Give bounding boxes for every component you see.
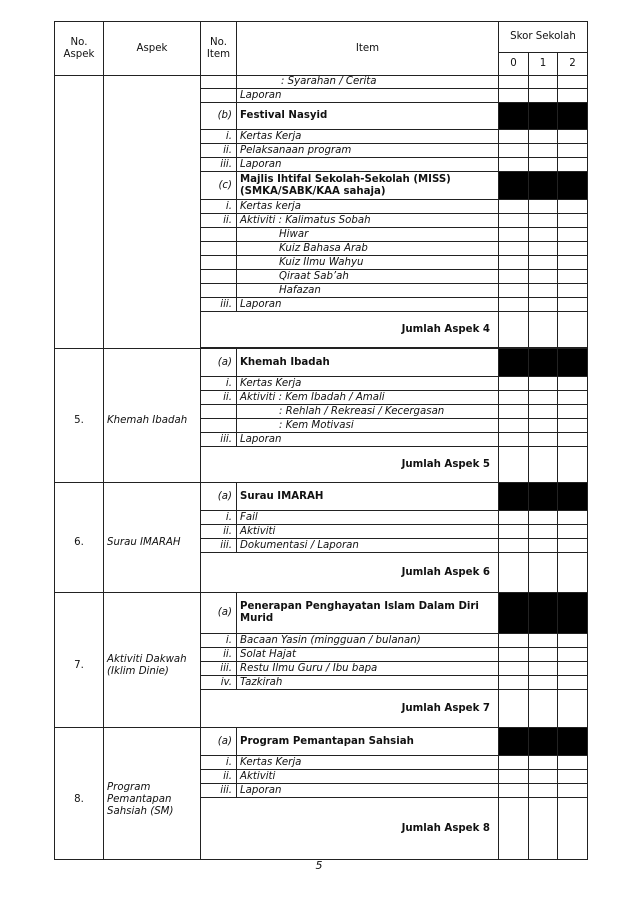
aspek-4-name-cell xyxy=(104,76,201,349)
item-text: Pelaksanaan program xyxy=(237,144,499,158)
total-score-cell[interactable] xyxy=(558,553,588,593)
score-cell-2[interactable] xyxy=(558,89,588,103)
score-cell-1[interactable] xyxy=(529,214,558,228)
item-number: (a) xyxy=(201,593,237,634)
item-number: i. xyxy=(201,511,237,525)
score-cell-1[interactable] xyxy=(529,662,558,676)
score-cell-0[interactable] xyxy=(499,76,529,89)
item-number: iii. xyxy=(201,662,237,676)
blocked-score-cell xyxy=(499,728,529,756)
aspek-number: 5. xyxy=(55,349,104,483)
item-text: : Syarahan / Cerita xyxy=(237,76,499,89)
item-text: Aktiviti : Kalimatus Sobah xyxy=(237,214,499,228)
total-score-cell[interactable] xyxy=(499,447,529,483)
aspek-4-number-cell xyxy=(55,76,104,349)
score-cell-2[interactable] xyxy=(558,539,588,553)
blocked-score-cell xyxy=(558,593,588,634)
score-cell-2[interactable] xyxy=(558,228,588,242)
score-cell-1[interactable] xyxy=(529,256,558,270)
header-no-item: No. Item xyxy=(201,22,237,76)
score-cell-2[interactable] xyxy=(558,130,588,144)
score-cell-1[interactable] xyxy=(529,634,558,648)
item-text: Solat Hajat xyxy=(237,648,499,662)
header-aspek: Aspek xyxy=(104,22,201,76)
score-cell-2[interactable] xyxy=(558,214,588,228)
score-cell-1[interactable] xyxy=(529,298,558,312)
score-cell-2[interactable] xyxy=(558,784,588,798)
blocked-score-cell xyxy=(558,483,588,511)
score-cell-2[interactable] xyxy=(558,200,588,214)
score-cell-1[interactable] xyxy=(529,784,558,798)
score-cell-2[interactable] xyxy=(558,634,588,648)
item-heading: Majlis Ihtifal Sekolah-Sekolah (MISS) (SMKA/SABK/KAA sahaja) xyxy=(237,172,499,200)
blocked-score-cell xyxy=(499,593,529,634)
score-cell-0[interactable] xyxy=(499,648,529,662)
score-cell-0[interactable] xyxy=(499,539,529,553)
score-cell-2[interactable] xyxy=(558,756,588,770)
score-cell-0[interactable] xyxy=(499,419,529,433)
total-score-cell[interactable] xyxy=(529,553,558,593)
score-cell-2[interactable] xyxy=(558,433,588,447)
aspek-total: Jumlah Aspek 4 xyxy=(201,312,499,348)
total-score-cell[interactable] xyxy=(558,312,588,348)
score-cell-1[interactable] xyxy=(529,144,558,158)
score-cell-2[interactable] xyxy=(558,525,588,539)
item-number: (c) xyxy=(201,172,237,200)
score-cell-2[interactable] xyxy=(558,76,588,89)
score-cell-2[interactable] xyxy=(558,770,588,784)
blocked-score-cell xyxy=(529,103,558,130)
score-cell-0[interactable] xyxy=(499,144,529,158)
item-text: Dokumentasi / Laporan xyxy=(237,539,499,553)
item-text: Bacaan Yasin (mingguan / bulanan) xyxy=(237,634,499,648)
score-cell-0[interactable] xyxy=(499,214,529,228)
total-score-cell[interactable] xyxy=(499,690,529,728)
score-cell-0[interactable] xyxy=(499,525,529,539)
score-cell-2[interactable] xyxy=(558,158,588,172)
score-cell-2[interactable] xyxy=(558,405,588,419)
header-skor-sekolah: Skor Sekolah xyxy=(499,22,588,53)
item-text: Kertas Kerja xyxy=(237,756,499,770)
item-text: Kertas kerja xyxy=(237,200,499,214)
total-score-cell[interactable] xyxy=(529,690,558,728)
item-heading: Festival Nasyid xyxy=(237,103,499,130)
score-cell-0[interactable] xyxy=(499,784,529,798)
blocked-score-cell xyxy=(499,349,529,377)
item-number: ii. xyxy=(201,525,237,539)
score-cell-0[interactable] xyxy=(499,298,529,312)
item-number: ii. xyxy=(201,391,237,405)
item-text: Laporan xyxy=(237,298,499,312)
page-number: 5 xyxy=(315,859,323,872)
item-text: Hiwar xyxy=(237,228,499,242)
score-cell-2[interactable] xyxy=(558,676,588,690)
item-number xyxy=(201,270,237,284)
item-number: (a) xyxy=(201,483,237,511)
score-cell-2[interactable] xyxy=(558,298,588,312)
score-cell-2[interactable] xyxy=(558,144,588,158)
item-text: Kertas Kerja xyxy=(237,377,499,391)
score-cell-2[interactable] xyxy=(558,662,588,676)
blocked-score-cell xyxy=(529,728,558,756)
total-score-cell[interactable] xyxy=(558,690,588,728)
score-cell-0[interactable] xyxy=(499,200,529,214)
aspek-total: Jumlah Aspek 6 xyxy=(201,553,499,593)
item-number: i. xyxy=(201,634,237,648)
item-text: Laporan xyxy=(237,784,499,798)
item-text: Laporan xyxy=(237,433,499,447)
score-cell-1[interactable] xyxy=(529,405,558,419)
item-number xyxy=(201,284,237,298)
item-number: iii. xyxy=(201,158,237,172)
item-text: Tazkirah xyxy=(237,676,499,690)
item-heading: Surau IMARAH xyxy=(237,483,499,511)
score-cell-0[interactable] xyxy=(499,228,529,242)
score-cell-2[interactable] xyxy=(558,391,588,405)
header-no-aspek: No. Aspek xyxy=(55,22,104,76)
item-number: iii. xyxy=(201,298,237,312)
item-text: Restu Ilmu Guru / Ibu bapa xyxy=(237,662,499,676)
score-cell-0[interactable] xyxy=(499,770,529,784)
score-cell-0[interactable] xyxy=(499,270,529,284)
item-text: Kuiz Bahasa Arab xyxy=(237,242,499,256)
score-cell-1[interactable] xyxy=(529,284,558,298)
score-cell-1[interactable] xyxy=(529,130,558,144)
item-number: ii. xyxy=(201,144,237,158)
total-score-cell[interactable] xyxy=(529,447,558,483)
total-score-cell[interactable] xyxy=(529,312,558,348)
item-number: iii. xyxy=(201,784,237,798)
score-cell-1[interactable] xyxy=(529,89,558,103)
header-score-1: 1 xyxy=(529,53,558,76)
item-heading: Penerapan Penghayatan Islam Dalam Diri Murid xyxy=(237,593,499,634)
score-cell-1[interactable] xyxy=(529,377,558,391)
header-score-2: 2 xyxy=(558,53,588,76)
blocked-score-cell xyxy=(558,172,588,200)
score-cell-1[interactable] xyxy=(529,270,558,284)
assessment-table xyxy=(54,21,588,860)
item-number xyxy=(201,76,237,89)
aspek-total: Jumlah Aspek 7 xyxy=(201,690,499,728)
score-cell-2[interactable] xyxy=(558,511,588,525)
item-text: Laporan xyxy=(237,158,499,172)
item-text: Laporan xyxy=(237,89,499,103)
item-number xyxy=(201,405,237,419)
aspek-name: Program Pemantapan Sahsiah (SM) xyxy=(104,728,201,860)
score-cell-0[interactable] xyxy=(499,242,529,256)
item-number xyxy=(201,89,237,103)
score-cell-2[interactable] xyxy=(558,648,588,662)
item-number xyxy=(201,419,237,433)
item-text: Aktiviti xyxy=(237,770,499,784)
score-cell-1[interactable] xyxy=(529,228,558,242)
aspek-total: Jumlah Aspek 8 xyxy=(201,798,499,860)
item-heading: Khemah Ibadah xyxy=(237,349,499,377)
blocked-score-cell xyxy=(529,172,558,200)
score-cell-1[interactable] xyxy=(529,676,558,690)
score-cell-1[interactable] xyxy=(529,419,558,433)
total-score-cell[interactable] xyxy=(499,312,529,348)
item-heading: Program Pemantapan Sahsiah xyxy=(237,728,499,756)
aspek-name: Aktiviti Dakwah (Iklim Dinie) xyxy=(104,593,201,728)
total-score-cell[interactable] xyxy=(499,798,529,860)
blocked-score-cell xyxy=(499,103,529,130)
score-cell-0[interactable] xyxy=(499,377,529,391)
score-cell-0[interactable] xyxy=(499,511,529,525)
blocked-score-cell xyxy=(558,349,588,377)
header-item: Item xyxy=(237,22,499,76)
item-number: ii. xyxy=(201,770,237,784)
blocked-score-cell xyxy=(529,349,558,377)
item-text: Qiraat Sab’ah xyxy=(237,270,499,284)
item-text: Fail xyxy=(237,511,499,525)
blocked-score-cell xyxy=(529,593,558,634)
score-cell-2[interactable] xyxy=(558,284,588,298)
item-number: (a) xyxy=(201,728,237,756)
score-cell-1[interactable] xyxy=(529,770,558,784)
item-number: i. xyxy=(201,200,237,214)
blocked-score-cell xyxy=(499,172,529,200)
blocked-score-cell xyxy=(558,728,588,756)
item-text: Kertas Kerja xyxy=(237,130,499,144)
item-number xyxy=(201,228,237,242)
total-score-cell[interactable] xyxy=(558,798,588,860)
score-cell-0[interactable] xyxy=(499,89,529,103)
score-cell-1[interactable] xyxy=(529,158,558,172)
item-number: i. xyxy=(201,130,237,144)
score-cell-2[interactable] xyxy=(558,270,588,284)
item-number: ii. xyxy=(201,648,237,662)
score-cell-2[interactable] xyxy=(558,419,588,433)
blocked-score-cell xyxy=(499,483,529,511)
item-text: Kuiz Ilmu Wahyu xyxy=(237,256,499,270)
header-score-0: 0 xyxy=(499,53,529,76)
item-number xyxy=(201,256,237,270)
score-cell-2[interactable] xyxy=(558,256,588,270)
score-cell-1[interactable] xyxy=(529,242,558,256)
aspek-number: 7. xyxy=(55,593,104,728)
score-cell-0[interactable] xyxy=(499,391,529,405)
total-score-cell[interactable] xyxy=(499,553,529,593)
score-cell-0[interactable] xyxy=(499,158,529,172)
score-cell-0[interactable] xyxy=(499,130,529,144)
item-number: iii. xyxy=(201,539,237,553)
item-number: iii. xyxy=(201,433,237,447)
item-number: ii. xyxy=(201,214,237,228)
total-score-cell[interactable] xyxy=(529,798,558,860)
aspek-total: Jumlah Aspek 5 xyxy=(201,447,499,483)
score-cell-1[interactable] xyxy=(529,648,558,662)
score-cell-1[interactable] xyxy=(529,200,558,214)
item-number: i. xyxy=(201,377,237,391)
item-text: : Rehlah / Rekreasi / Kecergasan xyxy=(237,405,499,419)
blocked-score-cell xyxy=(558,103,588,130)
score-cell-0[interactable] xyxy=(499,756,529,770)
score-cell-1[interactable] xyxy=(529,391,558,405)
item-text: Aktiviti : Kem Ibadah / Amali xyxy=(237,391,499,405)
score-cell-1[interactable] xyxy=(529,433,558,447)
score-cell-1[interactable] xyxy=(529,76,558,89)
aspek-number: 6. xyxy=(55,483,104,593)
score-cell-1[interactable] xyxy=(529,511,558,525)
item-number: (b) xyxy=(201,103,237,130)
total-score-cell[interactable] xyxy=(558,447,588,483)
item-text: Aktiviti xyxy=(237,525,499,539)
item-number xyxy=(201,242,237,256)
score-cell-0[interactable] xyxy=(499,256,529,270)
item-text: : Kem Motivasi xyxy=(237,419,499,433)
aspek-number: 8. xyxy=(55,728,104,860)
score-cell-0[interactable] xyxy=(499,634,529,648)
score-cell-2[interactable] xyxy=(558,377,588,391)
score-cell-0[interactable] xyxy=(499,405,529,419)
score-cell-1[interactable] xyxy=(529,539,558,553)
item-text: Hafazan xyxy=(237,284,499,298)
aspek-name: Surau IMARAH xyxy=(104,483,201,593)
score-cell-0[interactable] xyxy=(499,662,529,676)
score-cell-0[interactable] xyxy=(499,284,529,298)
item-number: (a) xyxy=(201,349,237,377)
blocked-score-cell xyxy=(529,483,558,511)
aspek-name: Khemah Ibadah xyxy=(104,349,201,483)
item-number: iv. xyxy=(201,676,237,690)
score-cell-1[interactable] xyxy=(529,525,558,539)
score-cell-1[interactable] xyxy=(529,756,558,770)
item-number: i. xyxy=(201,756,237,770)
score-cell-2[interactable] xyxy=(558,242,588,256)
score-cell-0[interactable] xyxy=(499,676,529,690)
score-cell-0[interactable] xyxy=(499,433,529,447)
